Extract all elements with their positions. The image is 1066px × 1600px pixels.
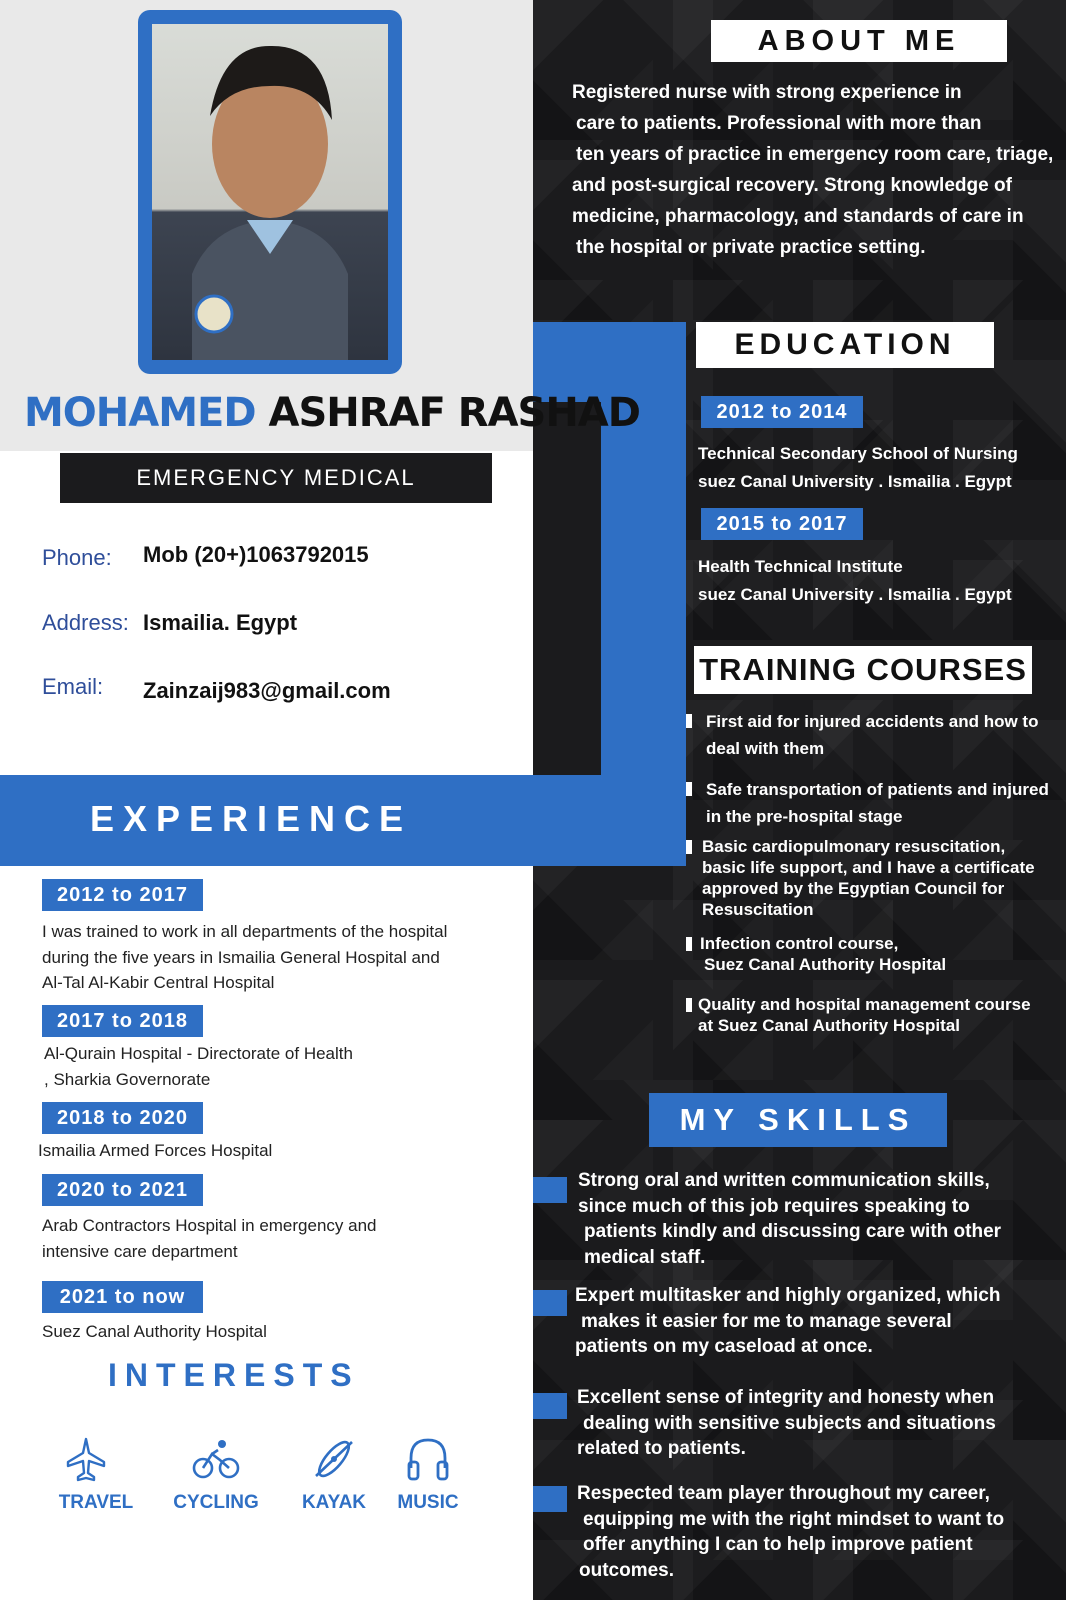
experience-desc-1: I was trained to work in all departments of the hospital during the five years in Ismailia General Hospital and Al-Tal Al-Kabir Central Hospital bbox=[42, 922, 448, 992]
interest-label-travel: TRAVEL bbox=[58, 1492, 134, 1513]
job-title: EMERGENCY MEDICAL TECHNICIAN bbox=[60, 453, 492, 503]
interest-label-music: MUSIC bbox=[397, 1492, 459, 1513]
interests-heading: INTERESTS bbox=[108, 1357, 360, 1393]
experience-period-5: 2021 to now bbox=[42, 1281, 203, 1313]
training-bullet-5 bbox=[686, 998, 692, 1012]
training-item-2: Safe transportation of patients and injured in the pre-hospital stage bbox=[706, 780, 1049, 826]
skill-marker-3 bbox=[533, 1393, 567, 1419]
experience-desc-2: Al-Qurain Hospital - Directorate of Health , Sharkia Governorate bbox=[44, 1044, 353, 1089]
skill-marker-2 bbox=[533, 1290, 567, 1316]
experience-period-4: 2020 to 2021 bbox=[42, 1174, 203, 1206]
headphones-icon bbox=[406, 1436, 450, 1482]
skill-marker-1 bbox=[533, 1177, 567, 1203]
phone-value: Mob (20+)1063792015 bbox=[143, 542, 369, 567]
last-name: ASHRAF RASHAD bbox=[268, 390, 640, 436]
skill-marker-4 bbox=[533, 1486, 567, 1512]
experience-period-3: 2018 to 2020 bbox=[42, 1102, 203, 1134]
bicycle-icon bbox=[192, 1438, 240, 1480]
person-silhouette-icon bbox=[152, 24, 388, 360]
education-period-1: 2012 to 2014 bbox=[701, 396, 863, 428]
education-period-2: 2015 to 2017 bbox=[701, 508, 863, 540]
profile-photo bbox=[152, 24, 388, 360]
address-label: Address: bbox=[42, 610, 129, 635]
education-heading: EDUCATION bbox=[696, 322, 994, 368]
skill-item-1: Strong oral and written communication skills, since much of this job requires speaking to patients kindly and discussing care with other medical staff. bbox=[578, 1170, 1002, 1268]
training-bullet-1 bbox=[686, 714, 692, 728]
training-heading: TRAINING COURSES bbox=[694, 646, 1032, 694]
training-item-4: Infection control course, Suez Canal Authority Hospital bbox=[700, 934, 947, 974]
full-name bbox=[24, 386, 640, 440]
training-item-5: Quality and hospital management course at Suez Canal Authority Hospital bbox=[698, 995, 1031, 1035]
email-label: Email: bbox=[42, 674, 104, 699]
interest-label-cycling: CYCLING bbox=[173, 1492, 259, 1513]
interest-label-kayak: KAYAK bbox=[301, 1492, 367, 1513]
training-item-1: First aid for injured accidents and how to deal with them bbox=[706, 712, 1039, 758]
skill-item-4: Respected team player throughout my career, equipping me with the right mindset to want to offer anything I can to help improve patient outcomes. bbox=[577, 1483, 1005, 1581]
education-desc-1: Technical Secondary School of Nursing suez Canal University . Ismailia . Egypt bbox=[698, 444, 1018, 491]
experience-heading: EXPERIENCE bbox=[90, 798, 413, 839]
profile-photo-frame bbox=[138, 10, 402, 374]
bracket-inner-dark bbox=[533, 402, 601, 775]
phone-label: Phone: bbox=[42, 545, 112, 570]
skills-heading: MY SKILLS bbox=[649, 1093, 947, 1147]
experience-period-2: 2017 to 2018 bbox=[42, 1005, 203, 1037]
about-text: Registered nurse with strong experience in care to patients. Professional with more than ten years of practice in emergency room care, triage, and post-surgical recovery. Strong knowledge of medicine, pharmacology, and standards of care in the hospital or private practice setting. bbox=[572, 82, 1054, 258]
email-value: Zainzaij983@gmail.com bbox=[143, 678, 391, 703]
experience-desc-5: Suez Canal Authority Hospital bbox=[42, 1322, 267, 1341]
training-bullet-4 bbox=[686, 937, 692, 951]
first-name: MOHAMED bbox=[24, 390, 256, 436]
education-desc-2: Health Technical Institute suez Canal University . Ismailia . Egypt bbox=[698, 557, 1012, 604]
kayak-icon bbox=[312, 1436, 356, 1482]
training-item-3: Basic cardiopulmonary resuscitation, basic life support, and I have a certificate approved by the Egyptian Council for Resuscitation bbox=[702, 837, 1035, 919]
skill-item-3: Excellent sense of integrity and honesty when dealing with sensitive subjects and situations related to patients. bbox=[577, 1387, 996, 1459]
training-bullet-3 bbox=[686, 840, 692, 854]
address-value: Ismailia. Egypt bbox=[143, 610, 298, 635]
about-heading: ABOUT ME bbox=[711, 20, 1007, 62]
skill-item-2: Expert multitasker and highly organized, which makes it easier for me to manage several patients on my caseload at once. bbox=[575, 1285, 1001, 1357]
training-bullet-2 bbox=[686, 782, 692, 796]
experience-desc-3: Ismailia Armed Forces Hospital bbox=[38, 1141, 273, 1160]
airplane-icon bbox=[64, 1436, 108, 1482]
experience-desc-4: Arab Contractors Hospital in emergency and intensive care department bbox=[42, 1216, 377, 1261]
experience-period-1: 2012 to 2017 bbox=[42, 879, 203, 911]
